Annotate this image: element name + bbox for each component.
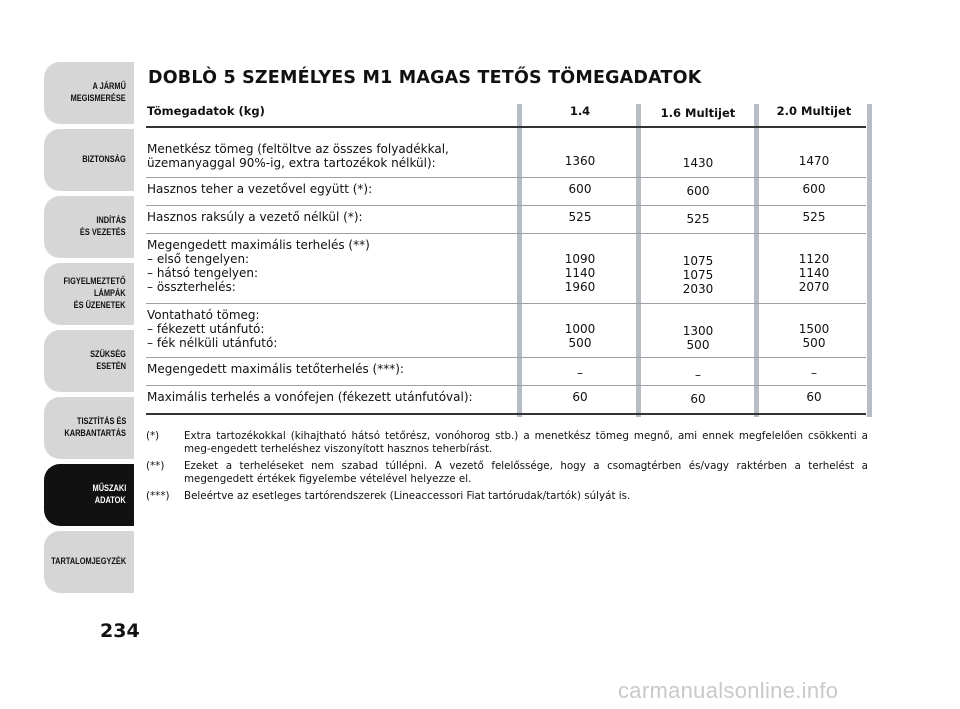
- table-cell: [774, 252, 854, 294]
- chapter-tab[interactable]: [44, 464, 134, 526]
- row-label-line: Menetkész tömeg (feltöltve az összes folyadékkal,: [147, 142, 449, 156]
- table-cell: [774, 182, 854, 196]
- chapter-tab[interactable]: [44, 330, 134, 392]
- chapter-tab-label: TARTALOMJEGYZÉK: [50, 556, 126, 567]
- chapter-tab[interactable]: [44, 263, 134, 325]
- row-label-line: – első tengelyen:: [147, 252, 250, 266]
- cell-value: 1960: [564, 280, 596, 294]
- cell-value: –: [577, 366, 583, 380]
- row-label-line: Hasznos raksúly a vezető nélkül (*):: [147, 210, 363, 224]
- row-label-line: Maximális terhelés a vonófejen (fékezett utánfutóval):: [147, 390, 473, 404]
- table-cell: [658, 212, 738, 226]
- table-cell: [540, 390, 620, 404]
- column-header: 1.6 Multijet: [660, 106, 736, 120]
- row-label: [147, 362, 404, 376]
- cell-value: 1075: [682, 254, 714, 268]
- table-cell: [540, 322, 620, 350]
- table-cell: [658, 392, 738, 406]
- chapter-tab-label: A JÁRMŰ: [92, 81, 126, 92]
- cell-value: 60: [806, 390, 822, 404]
- cell-value: –: [695, 368, 701, 382]
- cell-value: 1120: [798, 252, 830, 266]
- chapter-tab[interactable]: [44, 129, 134, 191]
- footnote-marker: (**): [146, 460, 165, 472]
- row-label-line: Vontatható tömeg:: [147, 308, 260, 322]
- table-cell: [540, 252, 620, 294]
- cell-value: 500: [568, 336, 592, 350]
- cell-value: 600: [568, 182, 592, 196]
- cell-value: 1090: [564, 252, 596, 266]
- cell-value: 1140: [798, 266, 830, 280]
- row-label: [147, 142, 449, 170]
- column-separator: [517, 104, 522, 417]
- table-cell: [540, 154, 620, 168]
- footnotes: [146, 430, 868, 507]
- cell-value: 1470: [798, 154, 830, 168]
- row-label-line: – fék nélküli utánfutó:: [147, 336, 278, 350]
- table-cell: [658, 368, 738, 382]
- row-label: [147, 182, 372, 196]
- chapter-tab[interactable]: [44, 531, 134, 593]
- chapter-tab-label: BIZTONSÁG: [82, 154, 126, 165]
- chapter-tab-label: LÁMPÁK: [94, 288, 126, 299]
- cell-value: 1075: [682, 268, 714, 282]
- column-separator: [754, 104, 759, 417]
- footnote: [146, 460, 868, 486]
- footnote-marker: (*): [146, 430, 160, 442]
- cell-value: 525: [568, 210, 592, 224]
- table-cell: [658, 156, 738, 170]
- row-label-line: – hátsó tengelyen:: [147, 266, 259, 280]
- table-cell: [540, 210, 620, 224]
- table-cell: [774, 390, 854, 404]
- table-header-label: Tömegadatok (kg): [147, 104, 265, 118]
- table-cell: [658, 184, 738, 198]
- cell-value: 525: [686, 212, 710, 226]
- cell-value: 500: [686, 338, 710, 352]
- row-label-line: Hasznos teher a vezetővel együtt (*):: [147, 182, 373, 196]
- chapter-tab-label: SZÜKSÉG: [90, 349, 126, 360]
- table-cell: [774, 366, 854, 380]
- chapter-tab-label: ADATOK: [94, 495, 126, 506]
- chapter-tab-label: ESETÉN: [96, 361, 126, 372]
- chapter-tab-label: TISZTÍTÁS ÉS: [76, 416, 126, 427]
- row-label-line: – összterhelés:: [147, 280, 236, 294]
- row-divider: [146, 303, 866, 304]
- cell-value: 600: [686, 184, 710, 198]
- row-label: [147, 238, 370, 294]
- chapter-sidebar: [44, 62, 134, 598]
- table-cell: [774, 210, 854, 224]
- cell-value: 1300: [682, 324, 714, 338]
- row-label: [147, 210, 363, 224]
- footnote-text: Extra tartozékokkal (kihajtható hátsó tetőrész, vonóhorog stb.) a menetkész tömeg megnő, ami ennek megfelelően csökkenti a meg-engedett terheléshez viszonyított hasznos teherbírást.: [184, 430, 868, 455]
- row-divider: [146, 357, 866, 358]
- page-number: 234: [100, 620, 140, 642]
- row-label-line: Megengedett maximális tetőterhelés (***):: [147, 362, 404, 376]
- table-cell: [540, 182, 620, 196]
- table-cell: [658, 324, 738, 352]
- footnote: [146, 490, 868, 503]
- table-cell: [540, 366, 620, 380]
- chapter-tab-label: MŰSZAKI: [92, 483, 126, 494]
- chapter-tab-label: ÉS VEZETÉS: [80, 227, 126, 238]
- cell-value: 600: [802, 182, 826, 196]
- cell-value: 60: [690, 392, 706, 406]
- cell-value: 1430: [682, 156, 714, 170]
- footnote-marker: (***): [146, 490, 170, 502]
- row-divider: [146, 205, 866, 206]
- cell-value: 1000: [564, 322, 596, 336]
- row-label-line: üzemanyaggal 90%-ig, extra tartozékok nélkül):: [147, 156, 436, 170]
- row-label-line: – fékezett utánfutó:: [147, 322, 265, 336]
- chapter-tab[interactable]: [44, 62, 134, 124]
- cell-value: 1360: [564, 154, 596, 168]
- column-separator: [867, 104, 872, 417]
- cell-value: 2070: [798, 280, 830, 294]
- table-cell: [774, 322, 854, 350]
- column-separator: [636, 104, 641, 417]
- row-divider: [146, 413, 866, 415]
- cell-value: 2030: [682, 282, 714, 296]
- chapter-tab[interactable]: [44, 397, 134, 459]
- footnote-text: Ezeket a terheléseket nem szabad túllépni. A vezető felelőssége, hogy a csomagtérben és/vagy raktérben a terhelést a megengedett értékek figyelembe vételével helyezze el.: [184, 460, 868, 485]
- chapter-tab-label: MEGISMERÉSE: [70, 93, 126, 104]
- row-label: [147, 308, 277, 350]
- cell-value: 1140: [564, 266, 596, 280]
- cell-value: 60: [572, 390, 588, 404]
- table-cell: [774, 154, 854, 168]
- chapter-tab-label: FIGYELMEZTETŐ: [63, 276, 126, 287]
- row-label: [147, 390, 473, 404]
- page-title: DOBLÒ 5 SZEMÉLYES M1 MAGAS TETŐS TÖMEGADATOK: [148, 68, 702, 88]
- column-header: 1.4: [569, 104, 591, 118]
- chapter-tab-label: KARBANTARTÁS: [64, 428, 126, 439]
- chapter-tab[interactable]: [44, 196, 134, 258]
- footnote-text: Beleértve az esetleges tartórendszerek (Lineaccessori Fiat tartórudak/tartók) súlyát is.: [184, 490, 631, 502]
- cell-value: 1500: [798, 322, 830, 336]
- row-divider: [146, 385, 866, 386]
- table-cell: [658, 254, 738, 296]
- cell-value: 500: [802, 336, 826, 350]
- row-divider: [146, 233, 866, 234]
- cell-value: –: [811, 366, 817, 380]
- watermark: carmanualsonline.info: [618, 678, 839, 703]
- column-header: 2.0 Multijet: [776, 104, 852, 118]
- cell-value: 525: [802, 210, 826, 224]
- footnote: [146, 430, 868, 456]
- row-label-line: Megengedett maximális terhelés (**): [147, 238, 370, 252]
- row-divider: [146, 177, 866, 178]
- chapter-tab-label: INDÍTÁS: [96, 215, 126, 226]
- chapter-tab-label: ÉS ÜZENETEK: [74, 300, 126, 311]
- row-divider: [146, 126, 866, 128]
